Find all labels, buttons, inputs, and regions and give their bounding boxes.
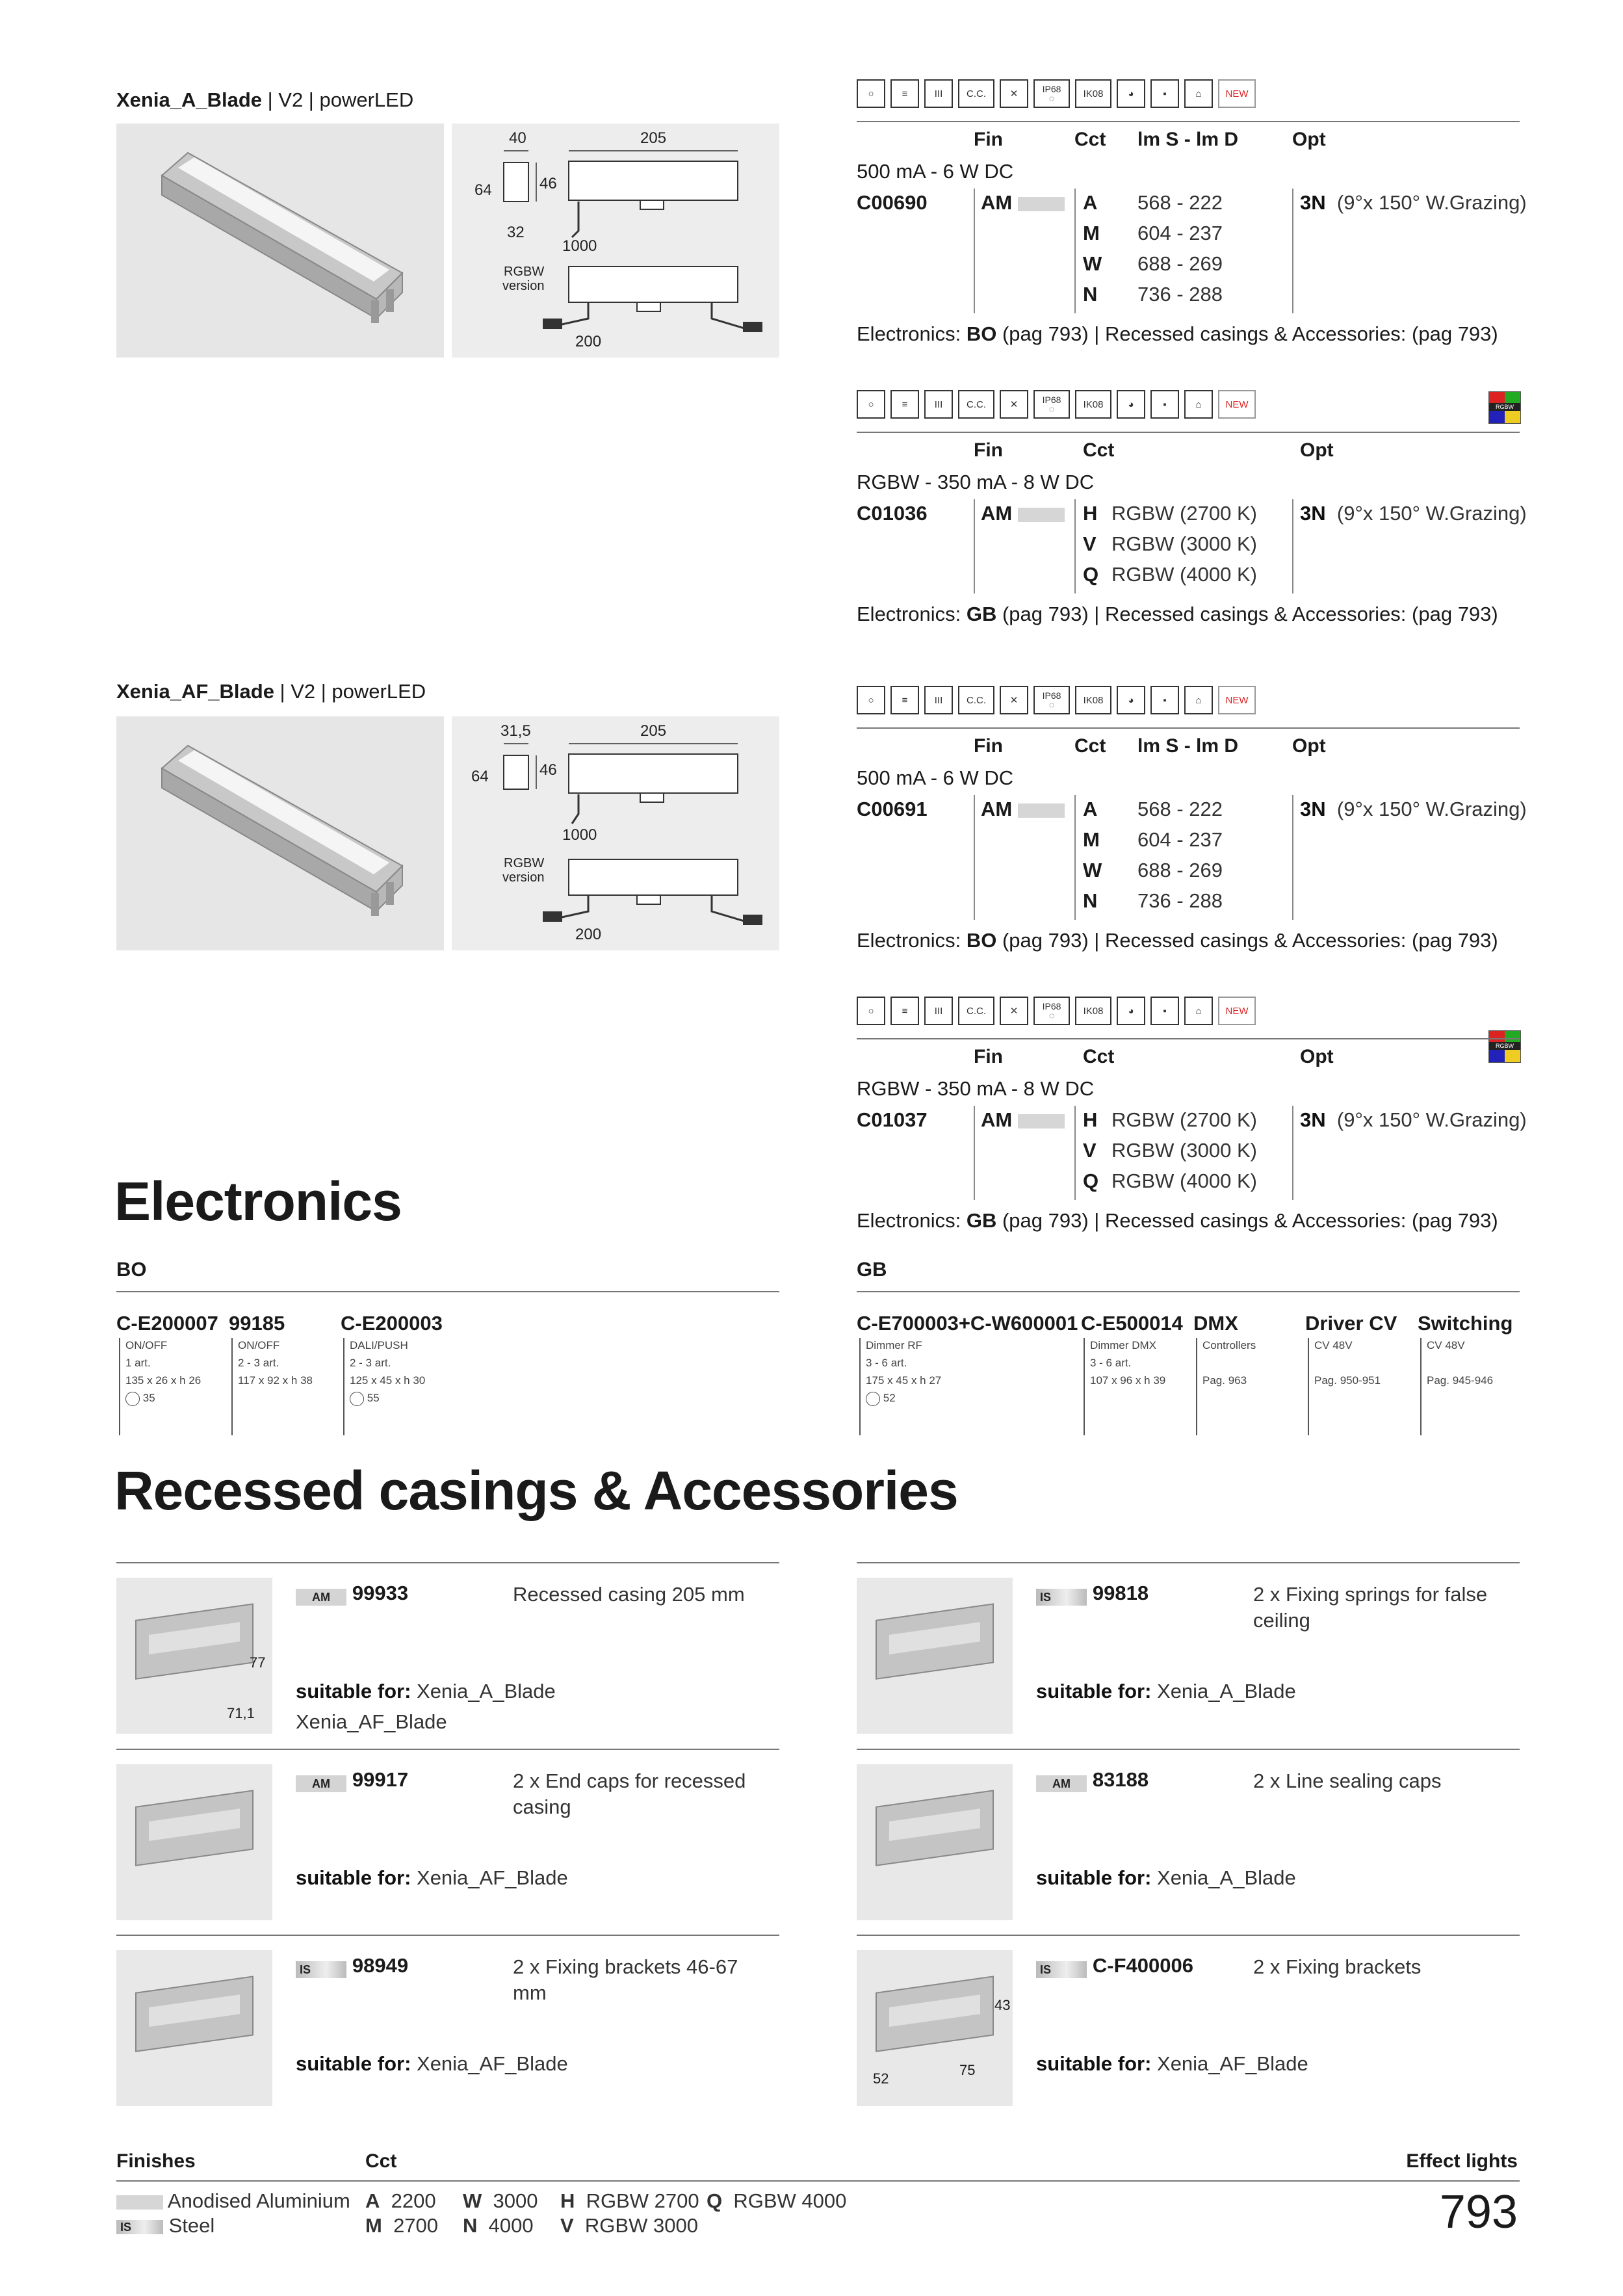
new-badge: NEW [1218, 390, 1256, 419]
electronics-item: Driver CV CV 48V Pag. 950-951 [1305, 1312, 1397, 1389]
house-icon: ⌂ [1184, 686, 1213, 714]
cct-legend: A 2200 W 3000 H RGBW 2700 Q RGBW 4000 [365, 2189, 847, 2212]
icon-row [857, 79, 1256, 108]
accessory-code: IS 99818 [1036, 1582, 1149, 1606]
suitable-for: suitable for: Xenia_AF_Blade [1036, 2052, 1308, 2075]
rgbw-icon: RGBW [1488, 391, 1521, 424]
power-spec: 500 mA - 6 W DC [857, 766, 1014, 789]
accessory-code: IS 98949 [296, 1954, 408, 1978]
article-code: C00690 [857, 191, 928, 214]
cct-code: N [1083, 283, 1098, 306]
ip-rating-icon: IP68 ◌ [1033, 686, 1070, 714]
accessory-desc: 2 x Line sealing caps [1253, 1769, 1442, 1792]
house-icon: ⌂ [1184, 79, 1213, 108]
cct-value: RGBW (2700 K) [1111, 502, 1257, 525]
col-opt: Opt [1292, 735, 1326, 757]
no-covering-icon: ✕ [1000, 997, 1028, 1025]
new-badge: NEW [1218, 686, 1256, 714]
cct-value: 688 - 269 [1137, 859, 1223, 881]
finish-code: AM [981, 1108, 1065, 1132]
col-cct: Cct [1074, 129, 1106, 150]
no-covering-icon: ✕ [1000, 686, 1028, 714]
col-opt: Opt [1300, 439, 1334, 461]
col-fin: Fin [974, 1046, 1003, 1067]
accessory-photo [857, 1764, 1013, 1920]
grazing-icon: ▪ [1150, 686, 1179, 714]
col-fin: Fin [974, 735, 1003, 757]
cct-code: A [1083, 191, 1098, 214]
finishes-label: Finishes [116, 2150, 196, 2172]
gb-label: GB [857, 1258, 887, 1281]
icon-row [857, 390, 1256, 419]
suitable-for: suitable for: Xenia_AF_Blade [296, 2052, 568, 2075]
downlight-icon: ◕ [1117, 390, 1145, 419]
electronics-item: C-E200003 DALI/PUSH 2 - 3 art. 125 x 45 x h 30 55 [341, 1312, 443, 1407]
cct-value: 568 - 222 [1137, 798, 1223, 820]
electronics-item: C-E500014 Dimmer DMX 3 - 6 art. 107 x 96 x h 39 [1081, 1312, 1183, 1389]
class-iii-icon: III [924, 390, 953, 419]
electronics-ref: Electronics: GB (pag 793) | Recessed casings & Accessories: (pag 793) [857, 1209, 1498, 1232]
col-lm: lm S - lm D [1137, 735, 1239, 757]
finish-swatch-am [116, 2195, 163, 2210]
col-fin: Fin [974, 439, 1003, 461]
accessory-photo [116, 1764, 272, 1920]
cct-legend: M 2700 N 4000 V RGBW 3000 [365, 2214, 698, 2237]
article-code: C00691 [857, 798, 928, 820]
recessed-icon: ○ [857, 686, 885, 714]
cct-value: RGBW (3000 K) [1111, 1139, 1257, 1162]
dim-length: 205 [640, 129, 667, 147]
dim-width: 40 [509, 129, 526, 147]
col-cct: Cct [1083, 1046, 1115, 1067]
product-photo [116, 716, 444, 950]
cct-value: 736 - 288 [1137, 283, 1223, 306]
cct-value: RGBW (4000 K) [1111, 1169, 1257, 1192]
icon-row [857, 686, 1256, 714]
accessory-photo [857, 1578, 1013, 1734]
finish-code: AM [981, 191, 1065, 215]
insulation-icon: ≡ [890, 686, 919, 714]
electronics-item: C-E700003+C-W600001 Dimmer RF 3 - 6 art. 175 x 45 x h 27 52 [857, 1312, 1078, 1407]
grazing-icon: ▪ [1150, 79, 1179, 108]
cc-icon: C.C. [958, 997, 994, 1025]
accessory-desc: 2 x Fixing brackets 46-67 mm [513, 1955, 738, 2004]
house-icon: ⌂ [1184, 390, 1213, 419]
new-badge: NEW [1218, 79, 1256, 108]
class-iii-icon: III [924, 997, 953, 1025]
downlight-icon: ◕ [1117, 79, 1145, 108]
recessed-icon: ○ [857, 79, 885, 108]
version-label: version [502, 870, 545, 885]
article-code: C01037 [857, 1108, 928, 1131]
no-covering-icon: ✕ [1000, 390, 1028, 419]
cc-icon: C.C. [958, 686, 994, 714]
dim-height: 64 [471, 768, 489, 785]
optic: 3N (9°x 150° W.Grazing) [1300, 1108, 1527, 1131]
finish-code: AM [981, 798, 1065, 821]
power-spec: RGBW - 350 mA - 8 W DC [857, 471, 1095, 493]
accessories-heading: Recessed casings & Accessories [114, 1460, 958, 1521]
insulation-icon: ≡ [890, 390, 919, 419]
no-covering-icon: ✕ [1000, 79, 1028, 108]
dim-b: 75 [959, 2062, 976, 2078]
product-title: Xenia_A_Blade | V2 | powerLED [116, 88, 414, 111]
cct-value: 604 - 237 [1137, 222, 1223, 244]
optic: 3N (9°x 150° W.Grazing) [1300, 191, 1527, 214]
insulation-icon: ≡ [890, 997, 919, 1025]
cct-value: 736 - 288 [1137, 889, 1223, 912]
electronics-heading: Electronics [114, 1171, 402, 1232]
dim-inner: 46 [539, 175, 557, 192]
dim-rgbw-cable: 200 [575, 333, 602, 350]
dim-b: 71,1 [227, 1705, 255, 1721]
effect-label: Effect lights [1406, 2150, 1518, 2172]
finish-swatch [1018, 197, 1065, 211]
suitable-for: suitable for: Xenia_A_Blade [1036, 1680, 1296, 1702]
dim-length: 205 [640, 722, 667, 740]
new-badge: NEW [1218, 997, 1256, 1025]
ik-rating-icon: IK08 [1075, 686, 1111, 714]
finish-swatch [1018, 1114, 1065, 1128]
optic: 3N (9°x 150° W.Grazing) [1300, 798, 1527, 820]
ik-rating-icon: IK08 [1075, 390, 1111, 419]
accessory-code: AM 99933 [296, 1582, 408, 1606]
article-code: C01036 [857, 502, 928, 525]
dim-cable: 1000 [562, 237, 597, 255]
cc-icon: C.C. [958, 79, 994, 108]
accessory-desc: 2 x End caps for recessed casing [513, 1769, 746, 1818]
cct-code: M [1083, 828, 1100, 851]
accessory-photo [116, 1578, 272, 1734]
class-iii-icon: III [924, 686, 953, 714]
product-drawing [452, 124, 779, 358]
cct-code: N [1083, 889, 1098, 912]
bo-label: BO [116, 1258, 147, 1281]
cct-code: H [1083, 1108, 1098, 1131]
cct-code: W [1083, 252, 1102, 275]
cct-value: 604 - 237 [1137, 828, 1223, 851]
cct-value: 688 - 269 [1137, 252, 1223, 275]
product-title: Xenia_AF_Blade | V2 | powerLED [116, 680, 426, 703]
pag-icon [125, 1392, 140, 1406]
suitable-for: suitable for: Xenia_AF_Blade [296, 1866, 568, 1889]
suitable-for: suitable for: Xenia_A_Blade Xenia_AF_Blade [296, 1680, 556, 1733]
accessory-desc: 2 x Fixing brackets [1253, 1955, 1422, 1978]
dim-cable: 1000 [562, 826, 597, 844]
dim-a: 77 [250, 1654, 266, 1671]
suitable-for: suitable for: Xenia_A_Blade [1036, 1866, 1296, 1889]
col-opt: Opt [1300, 1046, 1334, 1067]
cct-value: RGBW (4000 K) [1111, 563, 1257, 586]
accessory-desc: Recessed casing 205 mm [513, 1583, 745, 1606]
page-number: 793 [1439, 2186, 1518, 2238]
accessory-code: AM 99917 [296, 1768, 408, 1792]
cct-code: M [1083, 222, 1100, 244]
col-lm: lm S - lm D [1137, 129, 1239, 150]
ik-rating-icon: IK08 [1075, 997, 1111, 1025]
electronics-item: C-E200007 ON/OFF 1 art. 135 x 26 x h 26 35 [116, 1312, 218, 1407]
downlight-icon: ◕ [1117, 997, 1145, 1025]
electronics-item: Switching CV 48V Pag. 945-946 [1418, 1312, 1513, 1389]
ip-rating-icon: IP68 ◌ [1033, 79, 1070, 108]
grazing-icon: ▪ [1150, 390, 1179, 419]
cct-value: 568 - 222 [1137, 191, 1223, 214]
dim-width: 31,5 [500, 722, 531, 740]
recessed-icon: ○ [857, 997, 885, 1025]
electronics-item: 99185 ON/OFF 2 - 3 art. 117 x 92 x h 38 [229, 1312, 313, 1389]
rgbw-icon: RGBW [1488, 1030, 1521, 1063]
dim-height: 64 [474, 181, 492, 199]
ip-rating-icon: IP68 ◌ [1033, 390, 1070, 419]
product-drawing [452, 716, 779, 950]
house-icon: ⌂ [1184, 997, 1213, 1025]
rgbw-label: RGBW [504, 265, 545, 279]
cct-code: V [1083, 532, 1097, 555]
col-opt: Opt [1292, 129, 1326, 150]
accessory-code: IS C-F400006 [1036, 1954, 1193, 1978]
electronics-ref: Electronics: BO (pag 793) | Recessed casings & Accessories: (pag 793) [857, 322, 1498, 345]
cct-code: V [1083, 1139, 1097, 1162]
col-cct: Cct [1074, 735, 1106, 757]
rgbw-label: RGBW [504, 856, 545, 870]
cct-value: RGBW (2700 K) [1111, 1108, 1257, 1131]
class-iii-icon: III [924, 79, 953, 108]
finish-code: AM [981, 502, 1065, 525]
insulation-icon: ≡ [890, 79, 919, 108]
finish-swatch [1018, 803, 1065, 818]
accessory-photo [857, 1950, 1013, 2106]
electronics-item: DMX Controllers Pag. 963 [1193, 1312, 1256, 1389]
dim-c: 52 [873, 2070, 889, 2087]
finish-swatch [1018, 508, 1065, 522]
col-fin: Fin [974, 129, 1003, 150]
accessory-code: AM 83188 [1036, 1768, 1149, 1792]
col-cct: Cct [1083, 439, 1115, 461]
ip-rating-icon: IP68 ◌ [1033, 997, 1070, 1025]
recessed-icon: ○ [857, 390, 885, 419]
accessory-desc: 2 x Fixing springs for false ceiling [1253, 1583, 1488, 1632]
ik-rating-icon: IK08 [1075, 79, 1111, 108]
cct-code: Q [1083, 563, 1099, 586]
dim-a: 43 [994, 1997, 1011, 2013]
power-spec: RGBW - 350 mA - 8 W DC [857, 1077, 1095, 1100]
pag-icon [350, 1392, 364, 1406]
product-photo [116, 124, 444, 358]
downlight-icon: ◕ [1117, 686, 1145, 714]
finish-item: Anodised Aluminium [116, 2189, 350, 2213]
grazing-icon: ▪ [1150, 997, 1179, 1025]
pag-icon [866, 1392, 880, 1406]
optic: 3N (9°x 150° W.Grazing) [1300, 502, 1527, 525]
accessory-photo [116, 1950, 272, 2106]
cct-code: W [1083, 859, 1102, 881]
electronics-ref: Electronics: BO (pag 793) | Recessed casings & Accessories: (pag 793) [857, 929, 1498, 952]
dim-inner: 46 [539, 761, 557, 779]
cct-label: Cct [365, 2150, 397, 2172]
version-label: version [502, 279, 545, 293]
cc-icon: C.C. [958, 390, 994, 419]
cct-code: H [1083, 502, 1098, 525]
cct-code: Q [1083, 1169, 1099, 1192]
cct-value: RGBW (3000 K) [1111, 532, 1257, 555]
finish-item: IS Steel [116, 2214, 214, 2237]
dim-base: 32 [507, 224, 525, 241]
power-spec: 500 mA - 6 W DC [857, 160, 1014, 183]
icon-row [857, 997, 1256, 1025]
dim-rgbw-cable: 200 [575, 926, 602, 943]
cct-code: A [1083, 798, 1098, 820]
electronics-ref: Electronics: GB (pag 793) | Recessed casings & Accessories: (pag 793) [857, 603, 1498, 625]
